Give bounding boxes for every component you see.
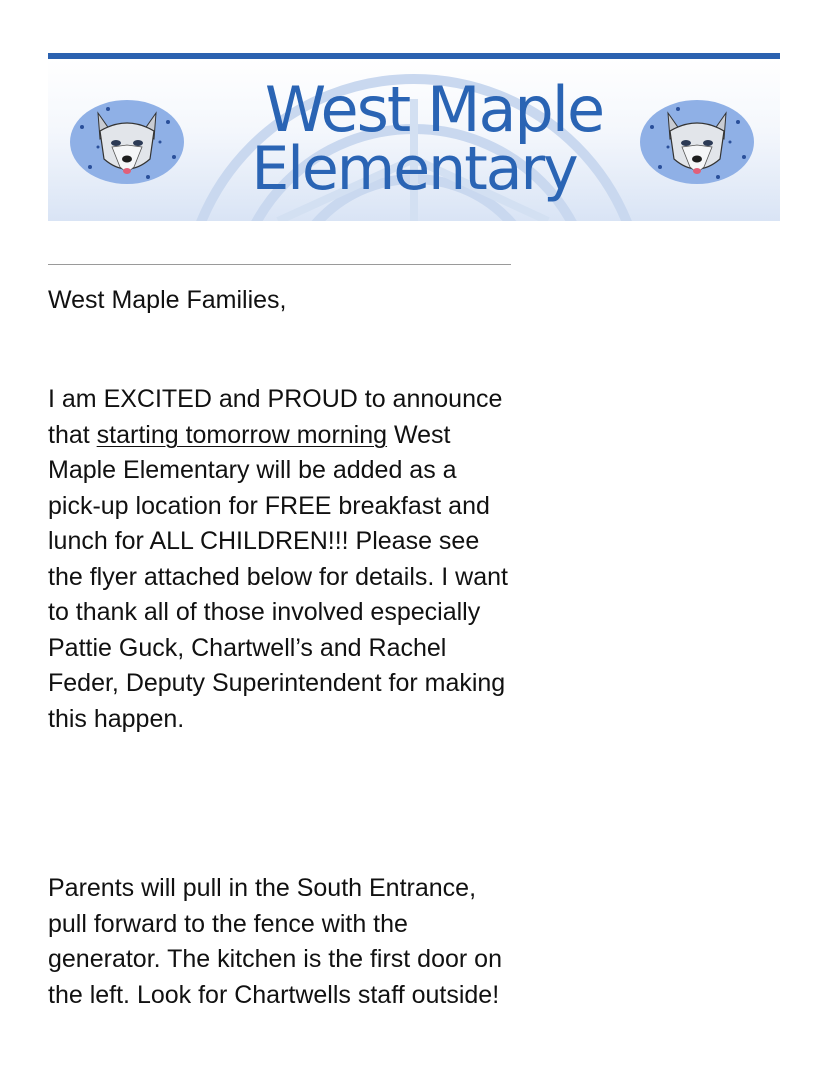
- announcement-text-rest: West Maple Elementary will be added as a pick-up location for FREE breakfast and lunch for ALL CHILDREN!!! Please see the flyer attached below for details. I want to thank all of those involved especially Pattie Guck, Chartwell’s and Rachel Feder, Deputy Superintendent for making this happen.: [48, 420, 508, 733]
- underlined-start-time: starting tomorrow morning: [96, 420, 388, 449]
- wolf-mascot-icon: [638, 97, 756, 187]
- letter-paragraph-announcement: [48, 382, 508, 737]
- horizontal-divider: [48, 264, 511, 265]
- school-banner: [48, 53, 780, 221]
- letter-greeting: West Maple Families,: [48, 286, 287, 314]
- letter-paragraph-directions: Parents will pull in the South Entrance, pull forward to the fence with the generator. The kitchen is the first door on the left. Look for Chartwells staff outside!: [48, 874, 502, 1009]
- banner-title-line2: Elementary: [251, 134, 577, 204]
- announcement-text-start: I am EXCITED and PROUD to announce that: [48, 385, 503, 449]
- banner-title-line1: West Maple: [264, 73, 604, 146]
